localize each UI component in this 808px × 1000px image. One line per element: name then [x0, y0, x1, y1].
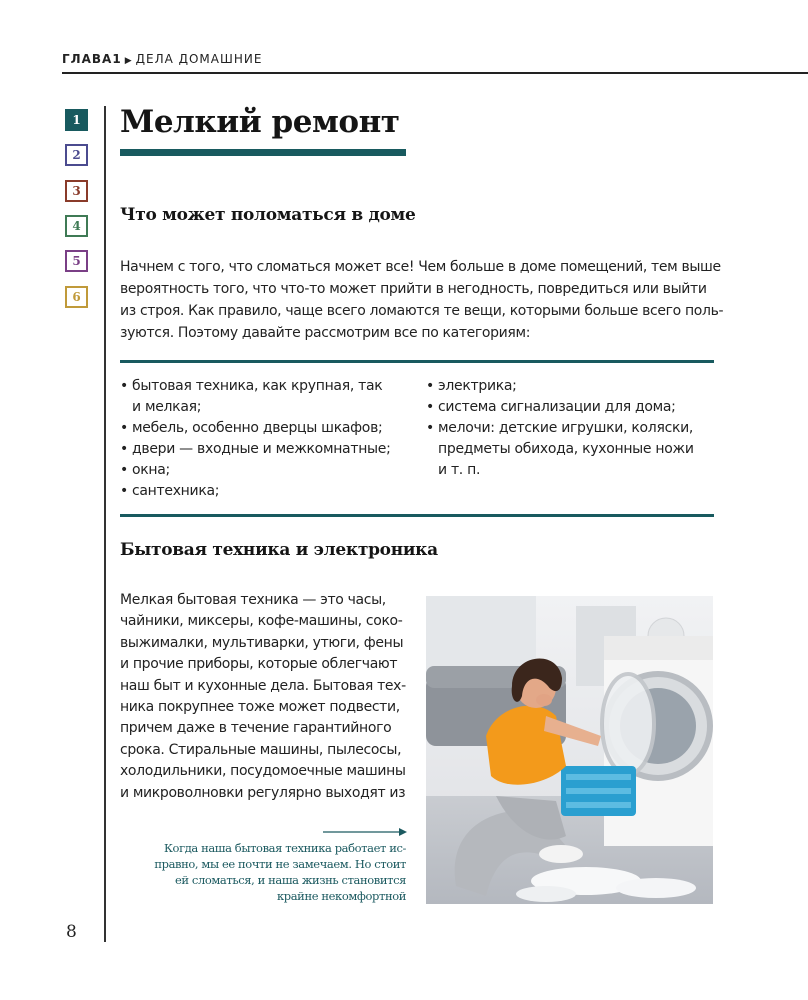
list-item	[120, 460, 391, 481]
list-item	[426, 376, 694, 397]
bullet-icon: •	[120, 420, 128, 436]
paragraph-line: холодильники, посудомоечные машины	[120, 763, 406, 780]
bullet-icon: •	[120, 462, 128, 478]
list-item	[426, 397, 694, 418]
category-list-left	[120, 376, 391, 502]
chapter-nav-item-6[interactable]: 6	[65, 286, 88, 308]
paragraph-line: вероятность того, что что-то может прийти в негодность, повредиться или выйти	[120, 281, 707, 297]
section-label: ДЕЛА ДОМАШНИЕ	[135, 52, 263, 66]
bullet-icon: •	[120, 441, 128, 457]
category-list-right	[426, 376, 694, 481]
section-heading-appliances: Бытовая техника и электроника	[120, 540, 438, 560]
pull-quote	[100, 840, 406, 904]
paragraph-line: выжималки, мультиварки, утюги, фены	[120, 634, 404, 651]
list-item-text: и мелкая;	[132, 399, 202, 415]
page-number: 8	[66, 922, 77, 942]
arrow-right-icon	[323, 827, 407, 837]
chapter-nav-item-4[interactable]: 4	[65, 215, 88, 237]
pull-quote-line: Когда наша бытовая техника работает ис-	[164, 841, 406, 855]
list-item-text: окна;	[132, 462, 170, 478]
list-item-text: электрика;	[438, 378, 517, 394]
paragraph-line: зуются. Поэтому давайте рассмотрим все по категориям:	[120, 325, 531, 341]
intro-paragraph	[120, 256, 724, 344]
chapter-nav-item-1[interactable]: 1	[65, 109, 88, 131]
triangle-right-icon: ▶	[124, 56, 133, 66]
list-item-text: мелочи: детские игрушки, коляски,	[438, 420, 694, 436]
list-top-rule	[120, 360, 714, 363]
pull-quote-line: правно, мы ее почти не замечаем. Но стоит	[154, 857, 406, 871]
page-title: Мелкий ремонт	[120, 104, 400, 140]
chapter-nav-item-2[interactable]: 2	[65, 144, 88, 166]
paragraph-line: и прочие приборы, которые облегчают	[120, 656, 398, 673]
margin-rule	[104, 106, 106, 942]
list-item	[120, 376, 391, 397]
paragraph-line: наш быт и кухонные дела. Бытовая тех-	[120, 677, 406, 694]
list-item	[120, 397, 391, 418]
list-item-text: система сигнализации для дома;	[438, 399, 676, 415]
paragraph-line: и микроволновки регулярно выходят из	[120, 784, 406, 801]
washing-machine-photo	[426, 596, 713, 904]
running-header	[62, 52, 262, 66]
paragraph-line: Начнем с того, что сломаться может все! Чем больше в доме помещений, тем выше	[120, 259, 721, 275]
chapter-label: ГЛАВА1	[62, 52, 122, 66]
list-item	[120, 439, 391, 460]
list-item	[426, 439, 694, 460]
list-item-text: предметы обихода, кухонные ножи	[438, 441, 694, 457]
paragraph-line: чайники, миксеры, кофе-машины, соко-	[120, 613, 403, 630]
bullet-icon: •	[120, 483, 128, 499]
bullet-icon: •	[426, 420, 434, 436]
paragraph-line: ника покрупнее тоже может подвести,	[120, 699, 400, 716]
pull-quote-line: ей сломаться, и наша жизнь становится	[174, 873, 406, 887]
list-item	[120, 418, 391, 439]
list-item-text: бытовая техника, как крупная, так	[132, 378, 383, 394]
section-heading-what-breaks: Что может поломаться в доме	[120, 205, 416, 225]
bullet-icon: •	[426, 378, 434, 394]
paragraph-line: Мелкая бытовая техника — это часы,	[120, 592, 386, 608]
header-rule	[62, 72, 808, 74]
title-underline	[120, 149, 406, 156]
chapter-nav-item-5[interactable]: 5	[65, 250, 88, 272]
paragraph-line: причем даже в течение гарантийного	[120, 720, 392, 737]
list-bottom-rule	[120, 514, 714, 517]
photo-illustration	[426, 596, 713, 904]
bullet-icon: •	[426, 399, 434, 415]
chapter-nav-item-3[interactable]: 3	[65, 180, 88, 202]
list-item-text: двери — входные и межкомнатные;	[132, 441, 391, 457]
list-item	[426, 418, 694, 439]
pull-quote-line: крайне некомфортной	[276, 889, 406, 903]
appliances-paragraph	[120, 590, 408, 804]
bullet-icon: •	[120, 378, 128, 394]
list-item-text: и т. п.	[438, 462, 481, 478]
list-item	[120, 481, 391, 502]
paragraph-line: из строя. Как правило, чаще всего ломаются те вещи, которыми больше всего поль-	[120, 303, 724, 319]
list-item-text: мебель, особенно дверцы шкафов;	[132, 420, 383, 436]
paragraph-line: срока. Стиральные машины, пылесосы,	[120, 741, 402, 758]
list-item-text: сантехника;	[132, 483, 220, 499]
list-item	[426, 460, 694, 481]
